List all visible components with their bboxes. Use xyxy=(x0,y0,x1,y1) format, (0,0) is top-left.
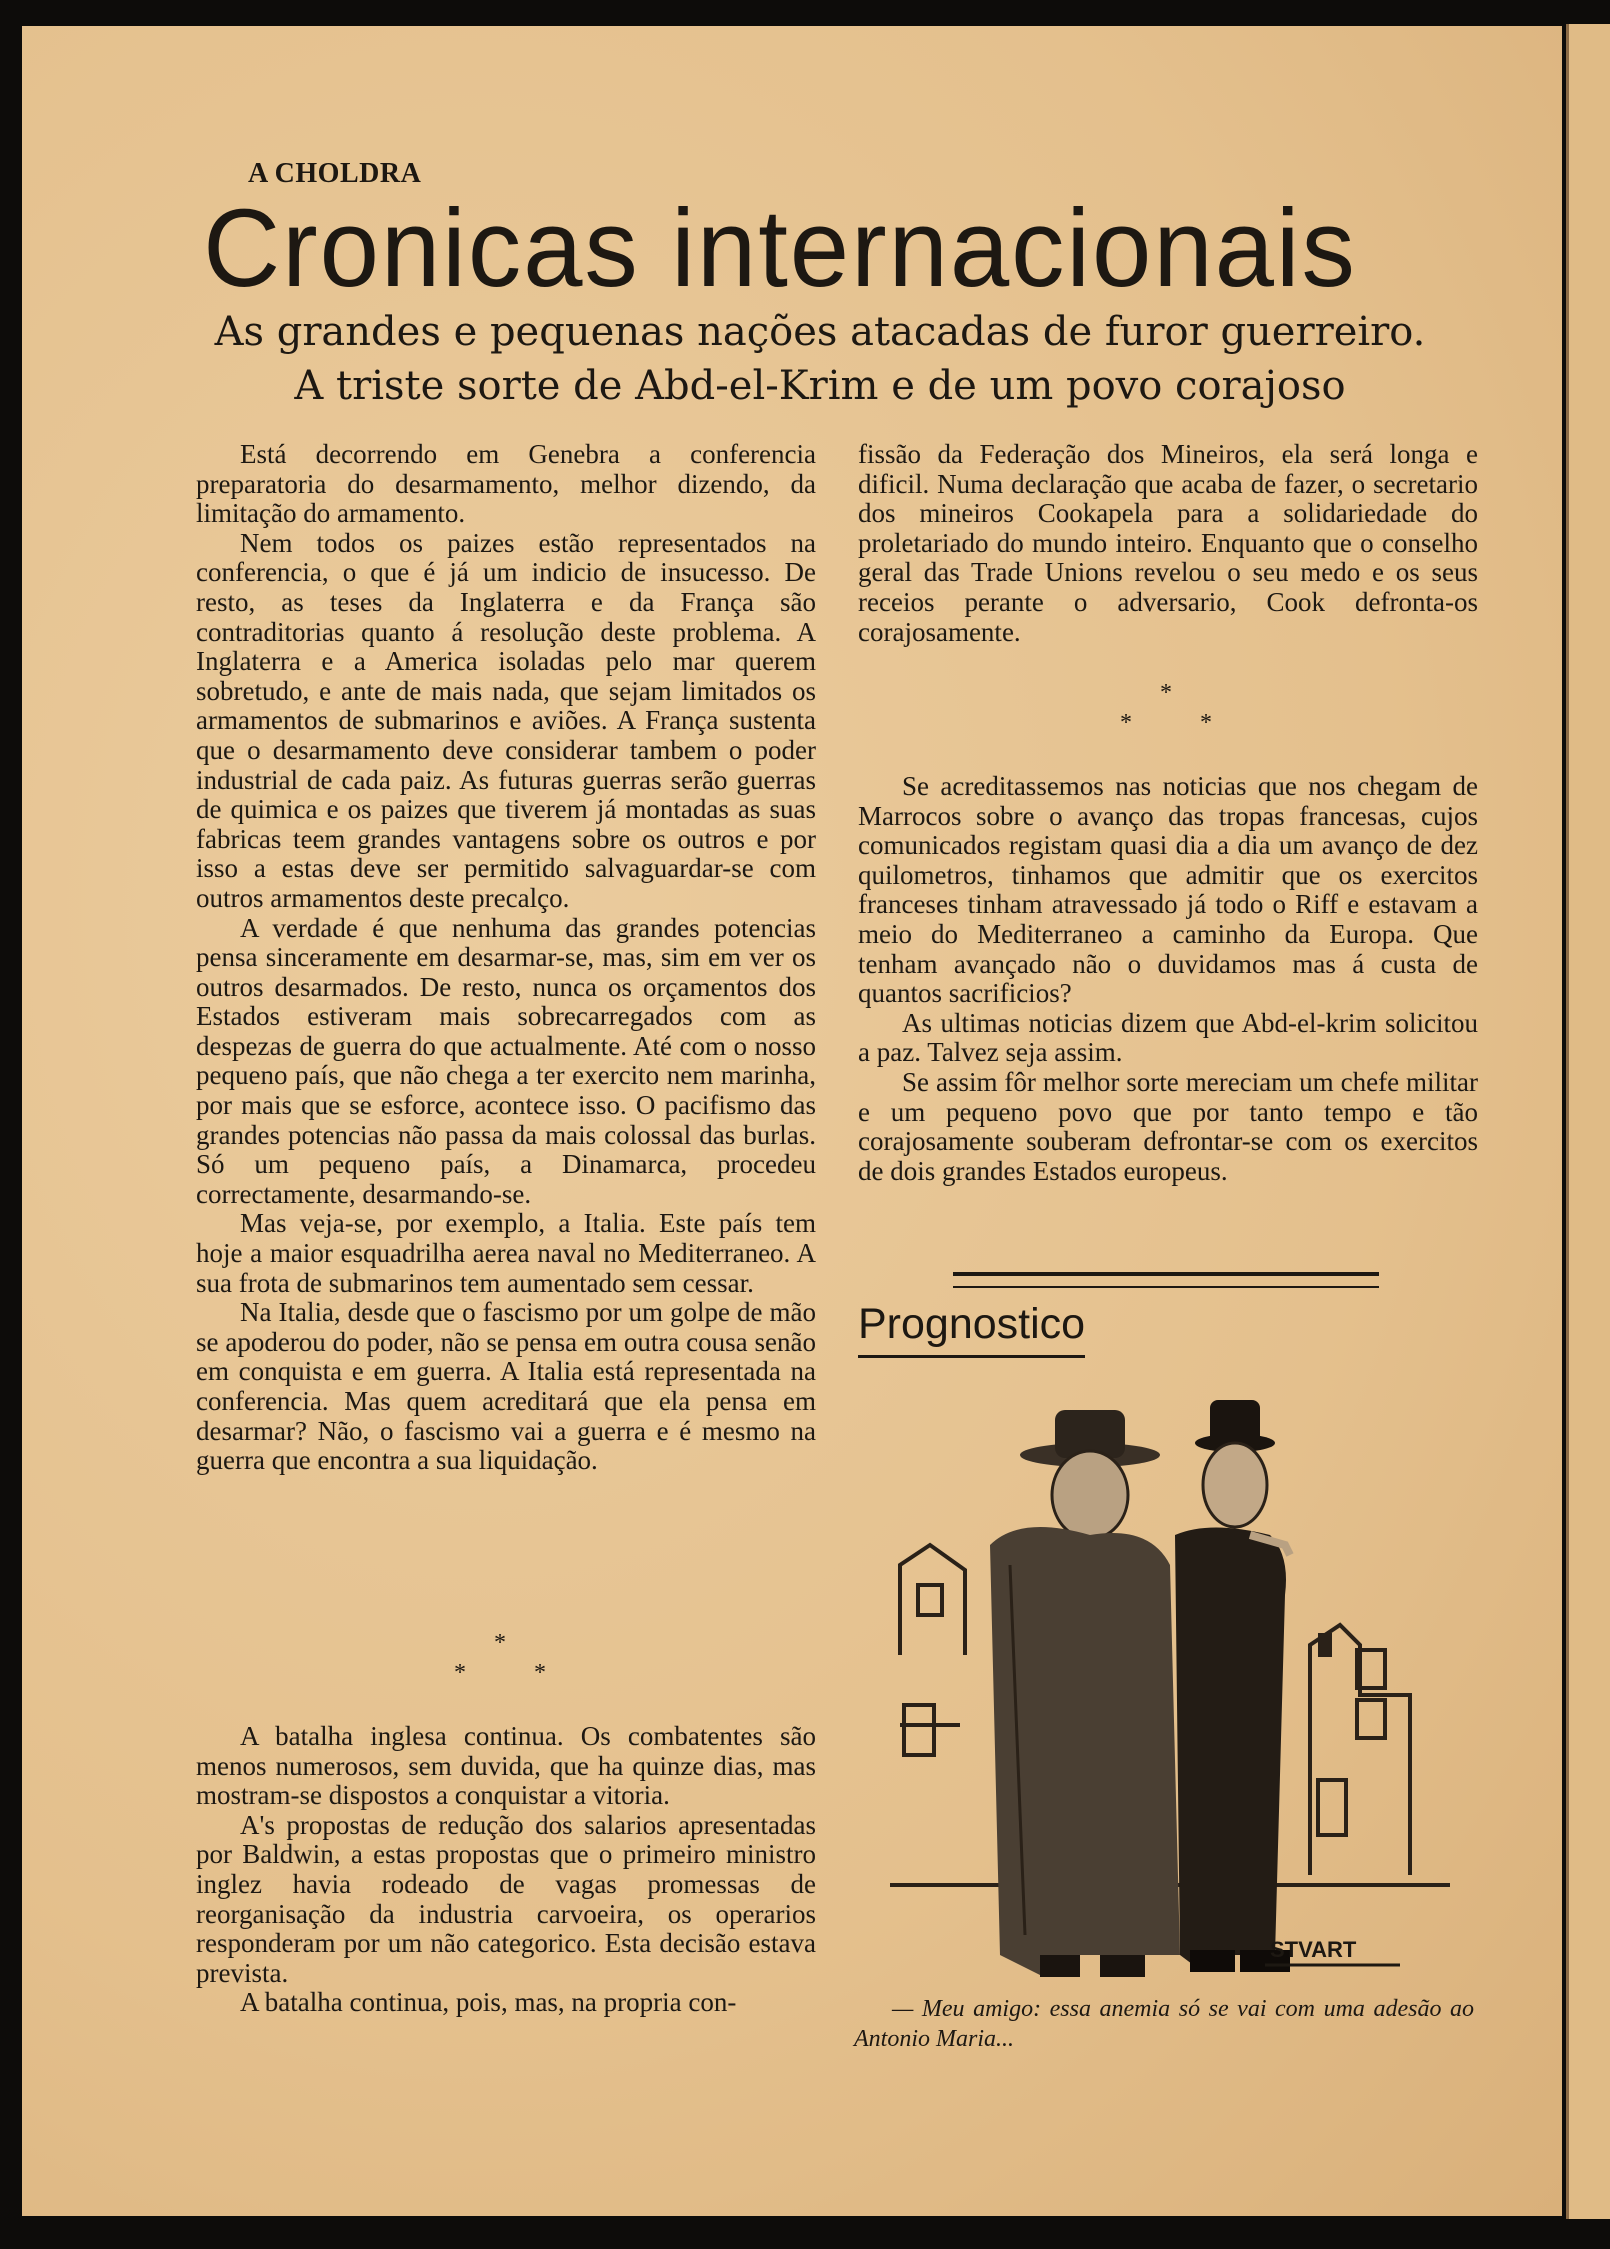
section-rule xyxy=(953,1272,1379,1288)
asterism-star: * xyxy=(1160,680,1172,706)
article-paragraph: Se acreditassemos nas noticias que nos chegam de Marrocos sobre o avanço das tropas francesas, cujos comunicados registam quasi dia a dia um avanço de dez quilometros, tinhamos que admitir que os exercitos franceses tinham atravessado já todo o Riff e estavam a meio do Mediterraneo a caminho da Europa. Que tenham avançado não o duvidamos mas á custa de quantos sacrificios? xyxy=(858,771,1478,1009)
cartoon-illustration xyxy=(890,1395,1450,1985)
asterism-star: * xyxy=(1120,710,1132,736)
cartoon-caption xyxy=(854,1994,1474,2054)
man-left-figure xyxy=(990,1410,1180,1977)
right-column-top xyxy=(858,440,1478,647)
asterism-divider xyxy=(438,1630,558,1690)
article-paragraph: Nem todos os paizes estão representados na conferencia, o que é já um indicio de insucesso. De resto, as teses da Inglaterra e da França são contraditorias quanto á resolução deste problema. A Inglaterra e a America isoladas pelo mar querem sobretudo, e ante de mais nada, que sejam limitados os armamentos de submarinos e aviões. A França sustenta que o desarmamento deve considerar tambem o poder industrial de cada paiz. As futuras guerras serão guerras de quimica e os paizes que tiverem já montadas as suas fabricas teem grandes vantagens sobre os outros e por isso a estas deve ser permitido salvaguardar-se com outros armamentos deste precalço. xyxy=(196,527,816,913)
asterism-star: * xyxy=(1200,710,1212,736)
article-paragraph: A's propostas de redução dos salarios apresentadas por Baldwin, a estas propostas que o primeiro ministro inglez havia rodeado de vagas promessas de reorganisação da industria carvoeira, os operarios responderam por um não categorico. Esta decisão estava prevista. xyxy=(196,1809,816,1988)
article-paragraph: A batalha continua, pois, mas, na propria con- xyxy=(240,1987,737,2018)
next-page-edge xyxy=(1566,24,1610,2219)
article-paragraph: Mas veja-se, por exemplo, a Italia. Este país tem hoje a maior esquadrilha aerea naval no Mediterraneo. A sua frota de submarinos tem aumentado sem cessar. xyxy=(196,1208,816,1298)
section-title-prognostico: Prognostico xyxy=(858,1300,1085,1358)
artist-signature: STVART xyxy=(1270,1937,1357,1962)
headline: Cronicas internacionais xyxy=(203,187,1357,310)
article-paragraph: As ultimas noticias dizem que Abd-el-krim solicitou a paz. Talvez seja assim. xyxy=(858,1007,1478,1068)
article-paragraph: fissão da Federação dos Mineiros, ela será longa e dificil. Numa declaração que acaba de fazer, o secretario dos mineiros Cookapela para a solidariedade do proletariado do mundo inteiro. Enquanto que o conselho geral das Trade Unions revelou o seu medo e os seus receios perante o adversario, Cook defronta-os corajosamente. xyxy=(858,439,1478,647)
subheadline xyxy=(180,305,1460,413)
masthead: A CHOLDRA xyxy=(248,158,422,189)
caption-text: — Meu amigo: essa anemia só se vai com uma adesão ao Antonio Maria... xyxy=(854,1996,1474,2052)
asterism-star: * xyxy=(494,1630,506,1656)
asterism-star: * xyxy=(454,1660,466,1686)
subhead-line-1: As grandes e pequenas nações atacadas de furor guerreiro. xyxy=(214,309,1426,355)
article-paragraph: Na Italia, desde que o fascismo por um golpe de mão se apoderou do poder, não se pensa em outra cousa senão em conquista e em guerra. A Italia está representada na conferencia. Mas quem acreditará que ela pensa em desarmar? Não, o fascismo vai a guerra e é mesmo na guerra que encontra a sua liquidação. xyxy=(196,1297,816,1476)
asterism-star: * xyxy=(534,1660,546,1686)
article-paragraph: Está decorrendo em Genebra a conferencia preparatoria do desarmamento, melhor dizendo, da limitação do armamento. xyxy=(196,439,816,529)
article-paragraph: A batalha inglesa continua. Os combatentes são menos numerosos, sem duvida, que ha quinze dias, mas mostram-se dispostos a conquistar a vitoria. xyxy=(196,1721,816,1811)
right-column-middle xyxy=(858,772,1478,1186)
subhead-line-2: A triste sorte de Abd-el-Krim e de um povo corajoso xyxy=(294,363,1346,409)
asterism-divider xyxy=(1104,680,1224,740)
left-column-top xyxy=(196,440,816,1476)
man-right-figure xyxy=(1175,1400,1290,1972)
article-paragraph: A verdade é que nenhuma das grandes potencias pensa sinceramente em desarmar-se, mas, sim em ver os outros desarmados. De resto, nunca os orçamentos dos Estados estiveram mais sobrecarregados com as despezas de guerra do que actualmente. Até com o nosso pequeno país, que não chega a ter exercito nem marinha, por mais que se esforce, acontece isso. O pacifismo das grandes potencias não passa da mais colossal das burlas. Só um pequeno país, a Dinamarca, procedeu correctamente, desarmando-se. xyxy=(196,912,816,1209)
left-column-bottom xyxy=(196,1722,816,2018)
article-paragraph: Se assim fôr melhor sorte mereciam um chefe militar e um pequeno povo que por tanto tempo e tão corajosamente souberam defrontar-se com os exercitos de dois grandes Estados europeus. xyxy=(858,1066,1478,1186)
